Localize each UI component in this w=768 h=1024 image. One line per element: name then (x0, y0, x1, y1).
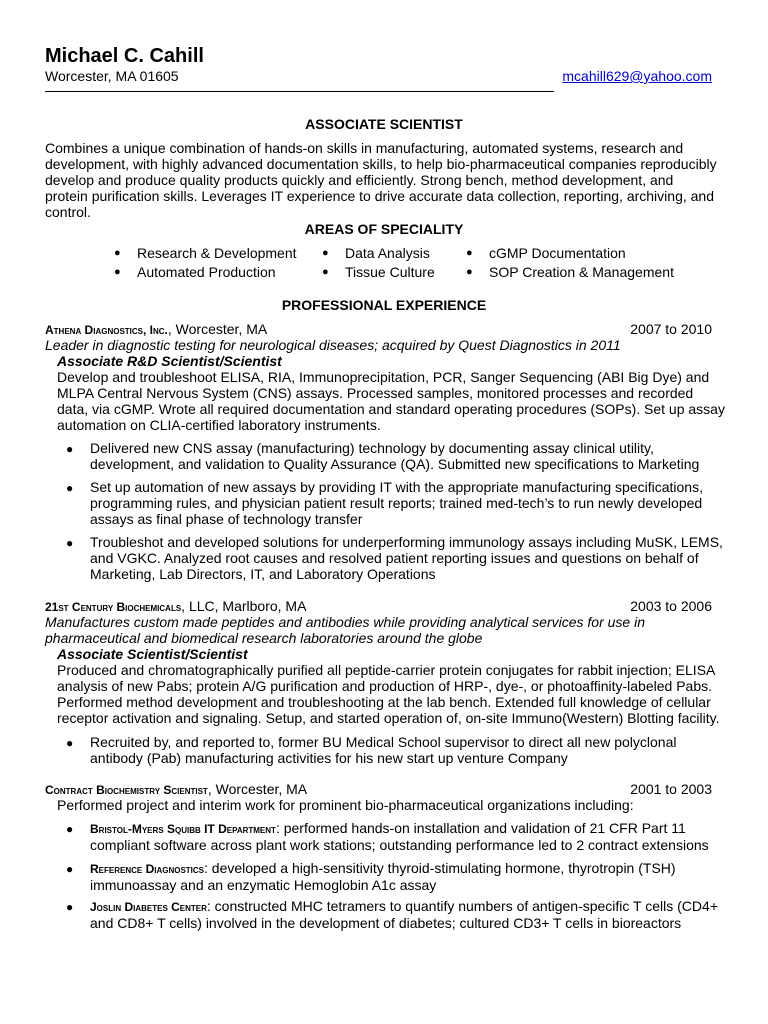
job-1-years: 2007 to 2010 (630, 321, 712, 337)
specialty-col-2 (322, 244, 435, 282)
job-1-tagline: Leader in diagnostic testing for neurological diseases; acquired by Quest Diagnostics in 2011 (45, 337, 621, 353)
job-2-role: Associate Scientist/Scientist (57, 646, 248, 662)
bullet-icon: ● (66, 481, 74, 495)
experience-title: PROFESSIONAL EXPERIENCE (281, 297, 487, 313)
job-2-summary: Produced and chromatographically purified all peptide-carrier protein conjugates for rabbit injection; ELISA analysis of new Pabs; protein A/G purification and production of HRP-, dye-, or photoaffinity-labeled Pabs. Performed method development and troubleshooting at the lab bench. Extended full knowledge of cellular receptor activation and signaling. Setup, and started operation of, on-site Immuno(Western) Blotting facility. (57, 662, 720, 726)
header-divider (45, 91, 554, 92)
job-2-years: 2003 to 2006 (630, 598, 712, 614)
job-1-bullet-3: Troubleshot and developed solutions for underperforming immunology assays including MuSK, LEMS, and VGKC. Analyzed root causes and resolved patient reporting issues and questions on behalf of Marketing, Lab Directors, IT, and Laboratory Operations (90, 534, 723, 582)
specialty-col-3 (466, 244, 674, 282)
objective-title: ASSOCIATE SCIENTIST (305, 116, 463, 132)
client-name: Joslin Diabetes Center (90, 900, 207, 914)
bullet-icon: ● (466, 247, 473, 259)
email-link[interactable]: mcahill629@yahoo.com (562, 68, 712, 84)
bullet-icon: ● (322, 247, 329, 259)
client-name: Reference Diagnostics (90, 862, 205, 876)
job-1-bullet-2: Set up automation of new assays by providing IT with the appropriate manufacturing specifications, programming rules, and physician patient result reports; trained med-tech’s to run newly developed assays as final phase of technology transfer (90, 479, 703, 527)
job-3-years: 2001 to 2003 (630, 781, 712, 797)
job-2-company-line (45, 598, 306, 614)
specialty-col-1 (114, 244, 297, 282)
specialty-item: ● Data Analysis (322, 245, 430, 261)
candidate-name: Michael C. Cahill (45, 45, 204, 67)
job-3-bullet-3: Joslin Diabetes Center: constructed MHC tetramers to quantify numbers of antigen-specific T cells (CD4+ and CD8+ T cells) involved in the development of diabetes; cultured CD3+ T cells in bioreactors (90, 898, 718, 931)
job-3-bullet-2: Reference Diagnostics: developed a high-sensitivity thyroid-stimulating hormone, thyrotropin (TSH) immunoassay and an enzymatic Hemoglobin A1c assay (90, 860, 676, 893)
job-1-company-line (45, 321, 267, 337)
bullet-icon: ● (114, 266, 121, 278)
job-3-bullet-1: Bristol-Myers Squibb IT Department: performed hands-on installation and validation of 21 CFR Part 11 compliant software across plant work stations; outstanding performance led to 2 contract extensions (90, 820, 709, 853)
client-name: Bristol-Myers Squibb IT Department (90, 822, 276, 836)
job-3-company-line (45, 781, 307, 797)
specialty-item: ● Tissue Culture (322, 264, 435, 280)
bullet-icon: ● (66, 736, 74, 750)
bullet-icon: ● (466, 266, 473, 278)
objective-text: Combines a unique combination of hands-on skills in manufacturing, automated systems, research and development, with highly advanced documentation skills, to help bio-pharmaceutical companies reproducibly develop and produce quality products quickly and efficiently. Strong bench, method development, and protein purification skills. Leverages IT experience to drive accurate data collection, reporting, archiving, and control. (45, 140, 717, 220)
specialty-item: ● cGMP Documentation (466, 245, 626, 261)
job-1-location: , Worcester, MA (167, 321, 268, 337)
job-2-company: 21st Century Biochemicals (45, 600, 182, 614)
job-1-summary: Develop and troubleshoot ELISA, RIA, Immunoprecipitation, PCR, Sanger Sequencing (ABI Big Dye) and MLPA Central Nervous System (CNS) assays. Processed samples, monitored processes and recorded data, via cGMP. Wrote all required documentation and standard operating procedures (SOPs). Set up assay automation on CLIA-certified laboratory instruments. (57, 369, 725, 433)
job-2-bullet-1: Recruited by, and reported to, former BU Medical School supervisor to direct all new polyclonal antibody (Pab) manufacturing activities for his new start up venture Company (90, 734, 677, 766)
job-3-location: , Worcester, MA (207, 781, 308, 797)
job-2-location: , LLC, Marlboro, MA (181, 598, 307, 614)
candidate-address: Worcester, MA 01605 (45, 68, 179, 84)
bullet-icon: ● (66, 862, 74, 876)
job-1-role: Associate R&D Scientist/Scientist (57, 353, 282, 369)
bullet-icon: ● (322, 266, 329, 278)
job-3-summary: Performed project and interim work for prominent bio-pharmaceutical organizations including: (57, 797, 634, 813)
specialty-title: AREAS OF SPECIALITY (304, 221, 464, 237)
bullet-icon: ● (66, 536, 74, 550)
job-1-company: Athena Diagnostics, Inc. (45, 323, 168, 337)
job-2-tagline: Manufactures custom made peptides and antibodies while providing analytical services for use in pharmaceutical and biomedical research laboratories around the globe (45, 614, 645, 646)
bullet-icon: ● (66, 900, 74, 914)
bullet-icon: ● (66, 822, 74, 836)
specialty-item: ● Research & Development (114, 245, 297, 261)
job-1-bullet-1: Delivered new CNS assay (manufacturing) technology by documenting assay clinical utility, development, and validation to Quality Assurance (QA). Submitted new specifications to Marketing (90, 440, 700, 472)
bullet-icon: ● (66, 442, 74, 456)
specialty-item: ● SOP Creation & Management (466, 264, 674, 280)
specialty-item: ● Automated Production (114, 264, 276, 280)
job-3-company: Contract Biochemistry Scientist (45, 783, 208, 797)
bullet-icon: ● (114, 247, 121, 259)
